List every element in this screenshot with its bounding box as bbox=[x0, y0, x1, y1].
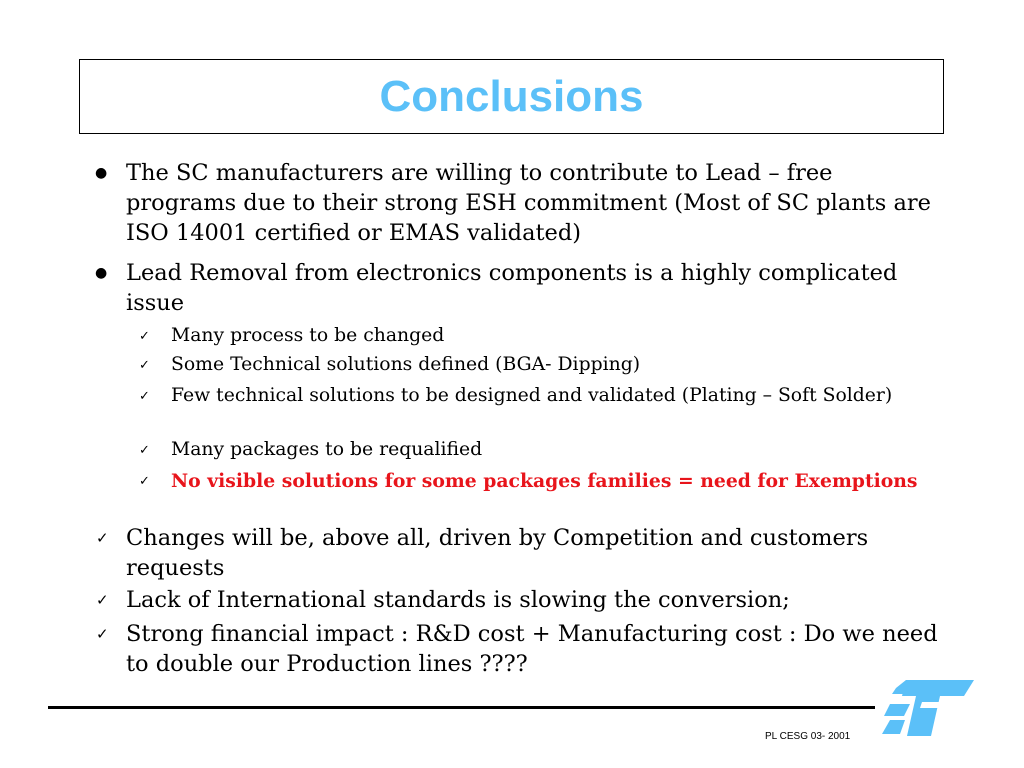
check-item-text: Strong financial impact : R&D cost + Manufacturing cost : Do we need to double our Production lines ???? bbox=[126, 621, 938, 677]
footer-rule bbox=[48, 706, 875, 709]
check-item-1 bbox=[88, 523, 948, 583]
check-item-2 bbox=[88, 585, 948, 615]
sub-item-text: Some Technical solutions defined (BGA- Dipping) bbox=[171, 354, 641, 375]
sub-item-4 bbox=[139, 438, 939, 462]
sub-item-text: Few technical solutions to be designed and validated (Plating – Soft Solder) bbox=[171, 385, 893, 406]
check-icon: ✓ bbox=[139, 443, 150, 458]
slide-title: Conclusions bbox=[379, 71, 644, 121]
check-icon: ✓ bbox=[96, 591, 109, 609]
st-logo-left-block bbox=[882, 720, 905, 734]
check-icon: ✓ bbox=[139, 389, 150, 404]
bullet-item-1 bbox=[88, 158, 948, 248]
check-item-text: Lack of International standards is slowing the conversion; bbox=[126, 587, 790, 613]
st-logo-gap bbox=[920, 702, 952, 708]
bullet-icon: ● bbox=[95, 165, 108, 181]
sub-item-3 bbox=[139, 384, 939, 408]
st-logo-mid-cut bbox=[884, 704, 910, 716]
check-icon: ✓ bbox=[96, 625, 109, 643]
st-logo-icon bbox=[880, 676, 976, 740]
check-item-3 bbox=[88, 619, 948, 679]
check-icon: ✓ bbox=[139, 358, 150, 373]
check-icon: ✓ bbox=[96, 529, 109, 547]
bullet-icon: ● bbox=[95, 265, 108, 281]
bullet-item-2 bbox=[88, 258, 948, 318]
check-icon: ✓ bbox=[139, 474, 150, 489]
sub-item-5 bbox=[139, 469, 939, 493]
footer-text: PL CESG 03- 2001 bbox=[765, 731, 851, 742]
sub-item-2 bbox=[139, 353, 939, 377]
check-icon: ✓ bbox=[139, 329, 150, 344]
sub-item-1 bbox=[139, 324, 939, 348]
highlight-text: No visible solutions for some packages families = need for Exemptions bbox=[171, 470, 918, 492]
bullet-text: The SC manufacturers are willing to contribute to Lead – free programs due to their strong ESH commitment (Most of SC plants are ISO 14001 certified or EMAS validated) bbox=[126, 160, 931, 246]
sub-item-text: Many packages to be requalified bbox=[171, 439, 483, 460]
sub-item-text: Many process to be changed bbox=[171, 325, 445, 346]
bullet-text: Lead Removal from electronics components is a highly complicated issue bbox=[126, 260, 898, 316]
check-item-text: Changes will be, above all, driven by Competition and customers requests bbox=[126, 525, 869, 581]
title-box bbox=[79, 59, 944, 134]
